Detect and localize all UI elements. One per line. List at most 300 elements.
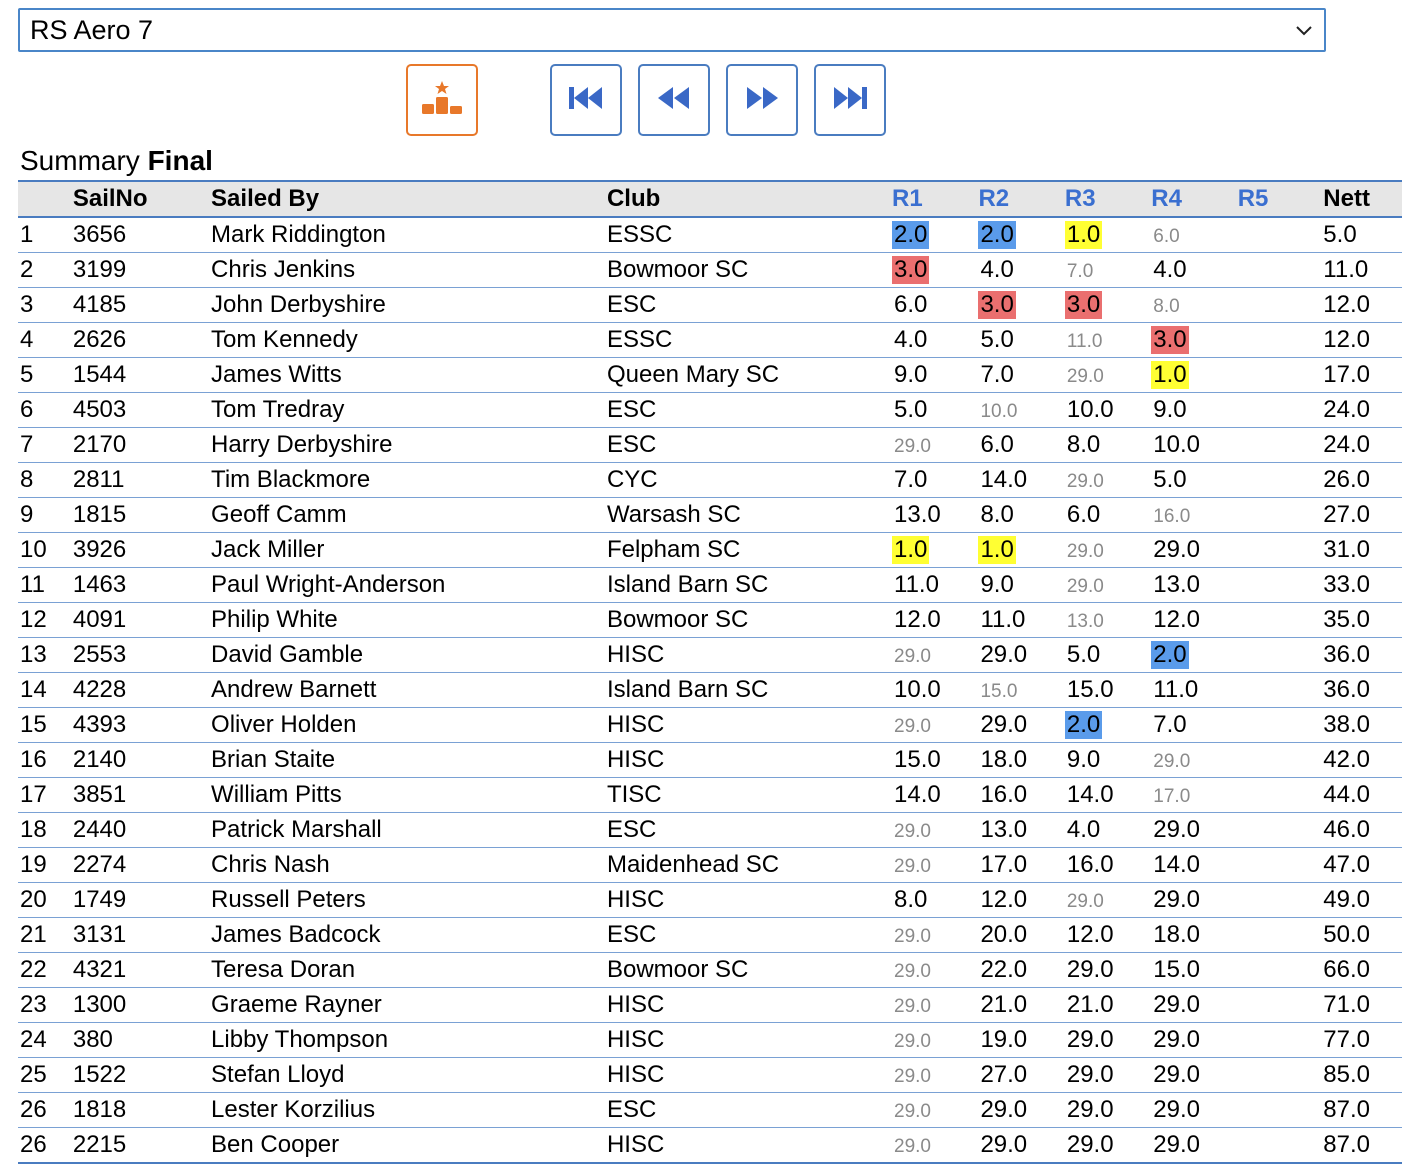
race-score-cell [1238,253,1324,288]
race-score-cell [1238,533,1324,568]
table-row [18,988,1402,1023]
race-score-cell [1151,1058,1237,1093]
table-row [18,638,1402,673]
race-score: 3.0 [980,291,1014,318]
header-sailed-by: Sailed By [211,185,320,212]
sailno-cell: 1300 [72,991,127,1018]
position-cell: 16 [20,746,47,773]
race-score: 29.0 [1153,1061,1200,1088]
race-score: 21.0 [1066,991,1114,1018]
race-score: 7.0 [1153,711,1187,738]
race-score-cell [1238,1128,1324,1164]
race-score-cell [1238,743,1324,778]
race-score-cell [1065,778,1151,813]
discarded-score: 29.0 [1066,471,1104,492]
header-row [18,181,1402,217]
race-score: 29.0 [1153,1131,1200,1158]
race-score-cell [1065,1058,1151,1093]
race-score-cell [1238,638,1324,673]
race-score-cell [1151,918,1237,953]
club-cell: HISC [606,886,665,913]
club-cell: HISC [606,641,665,668]
club-cell: CYC [606,466,658,493]
race-score: 14.0 [894,781,941,808]
race-score-cell [1238,568,1324,603]
sailno-cell: 2140 [72,746,127,773]
table-row [18,603,1402,638]
header-r4[interactable]: R4 [1151,185,1182,212]
race-score: 5.0 [1153,466,1187,493]
race-score-cell [1065,533,1151,568]
race-score-cell [1238,463,1324,498]
race-score-cell [1238,1058,1324,1093]
race-score-cell [1151,428,1237,463]
race-score-cell [978,813,1064,848]
sailed-by-cell: Chris Jenkins [211,256,356,283]
nett-cell: 50.0 [1323,921,1371,948]
race-score: 1.0 [1153,361,1187,388]
race-score-cell [1151,393,1237,428]
sailno-cell: 4393 [72,711,127,738]
race-score-cell [892,533,978,568]
nett-cell: 42.0 [1323,746,1371,773]
race-score-cell [1065,1023,1151,1058]
race-score-cell [978,358,1064,393]
position-cell: 9 [20,501,34,528]
race-score-cell [978,253,1064,288]
race-score-cell [1065,953,1151,988]
header-club: Club [606,185,661,212]
race-score: 29.0 [1153,536,1200,563]
previous-icon [654,84,694,117]
table-row [18,1128,1402,1164]
header-r5[interactable]: R5 [1237,185,1269,212]
race-score: 5.0 [894,396,928,423]
sailno-cell: 1815 [72,501,127,528]
table-row [18,568,1402,603]
race-score-cell [892,673,978,708]
nett-cell: 31.0 [1323,536,1371,563]
race-score-cell [892,778,978,813]
race-score-cell [892,323,978,358]
race-score-cell [1238,288,1324,323]
race-score: 13.0 [1153,571,1200,598]
race-score: 9.0 [1153,396,1187,423]
club-cell: HISC [606,1026,665,1053]
race-score: 1.0 [1066,221,1101,248]
club-cell: ESSC [606,326,673,353]
race-score-cell [978,323,1064,358]
sailed-by-cell: Paul Wright-Anderson [211,571,446,598]
position-cell: 8 [20,466,34,493]
nett-cell: 36.0 [1323,641,1371,668]
podium-button[interactable] [406,64,478,136]
race-score: 5.0 [980,326,1014,353]
race-score-cell [1151,1093,1237,1128]
discarded-score: 29.0 [894,1101,931,1122]
discarded-score: 29.0 [1153,751,1191,772]
race-score-cell [892,498,978,533]
race-score-cell [892,1058,978,1093]
next-button[interactable] [726,64,798,136]
sailed-by-cell: Philip White [211,606,338,633]
nett-cell: 36.0 [1323,676,1371,703]
race-score-cell [1238,1093,1324,1128]
sailno-cell: 2553 [72,641,127,668]
sailed-by-cell: David Gamble [211,641,364,668]
nett-cell: 44.0 [1323,781,1371,808]
club-cell: Bowmoor SC [606,606,749,633]
club-cell: Island Barn SC [606,676,769,703]
position-cell: 7 [20,431,34,458]
position-cell: 24 [20,1026,47,1053]
race-score: 29.0 [1066,1131,1114,1158]
nett-cell: 66.0 [1323,956,1371,983]
race-score: 3.0 [1066,291,1101,318]
position-cell: 11 [20,571,45,598]
race-score-cell [1065,988,1151,1023]
position-cell: 12 [20,606,47,633]
nett-cell: 12.0 [1323,291,1371,318]
race-score: 7.0 [980,361,1014,388]
race-score: 14.0 [980,466,1028,493]
discarded-score: 7.0 [1066,261,1094,282]
race-score: 29.0 [980,641,1028,668]
club-cell: ESC [606,396,657,423]
race-score-cell [1151,673,1237,708]
race-score-cell [978,217,1064,253]
nett-cell: 38.0 [1323,711,1371,738]
club-cell: Bowmoor SC [606,256,749,283]
table-row [18,288,1402,323]
race-score-cell [1065,358,1151,393]
sailed-by-cell: Brian Staite [211,746,336,773]
discarded-score: 16.0 [1153,506,1191,527]
summary-label: Summary [20,145,140,176]
race-score-cell [1065,813,1151,848]
sailed-by-cell: Oliver Holden [211,711,357,738]
race-score: 12.0 [894,606,941,633]
table-row [18,358,1402,393]
race-score-cell [892,638,978,673]
nett-cell: 12.0 [1323,326,1371,353]
discarded-score: 29.0 [1066,576,1104,597]
race-score: 15.0 [1066,676,1114,703]
race-score: 21.0 [980,991,1028,1018]
race-score: 11.0 [980,606,1026,633]
previous-button[interactable] [638,64,710,136]
table-row [18,918,1402,953]
first-icon [566,84,606,117]
race-score-cell [1238,918,1324,953]
race-score: 18.0 [1153,921,1200,948]
sailed-by-cell: Tim Blackmore [211,466,371,493]
discarded-score: 29.0 [894,961,931,982]
chevron-down-icon [1294,20,1314,40]
sailed-by-cell: Jack Miller [211,536,325,563]
race-score-cell [978,988,1064,1023]
race-score: 14.0 [1153,851,1200,878]
race-score-cell [978,568,1064,603]
sailed-by-cell: Teresa Doran [211,956,356,983]
race-score: 11.0 [894,571,939,598]
table-row [18,463,1402,498]
race-score-cell [892,1023,978,1058]
class-select[interactable] [18,8,1326,52]
race-score: 27.0 [980,1061,1028,1088]
sailed-by-cell: Tom Kennedy [211,326,358,353]
sailno-cell: 2626 [72,326,127,353]
race-score-cell [892,1128,978,1164]
table-row [18,323,1402,358]
race-score: 29.0 [1153,886,1200,913]
race-score-cell [1151,883,1237,918]
sailed-by-cell: John Derbyshire [211,291,386,318]
last-button[interactable] [814,64,886,136]
race-score-cell [1151,1128,1237,1164]
race-score: 29.0 [1066,1096,1114,1123]
club-cell: HISC [606,746,665,773]
race-score: 5.0 [1066,641,1101,668]
position-cell: 15 [20,711,47,738]
race-score: 8.0 [1066,431,1101,458]
race-score: 2.0 [1153,641,1187,668]
race-score-cell [892,848,978,883]
sailed-by-cell: Libby Thompson [211,1026,389,1053]
club-cell: Bowmoor SC [606,956,749,983]
race-score: 12.0 [1153,606,1200,633]
race-score: 9.0 [980,571,1014,598]
position-cell: 20 [20,886,47,913]
race-score-cell [1238,673,1324,708]
race-score: 13.0 [980,816,1028,843]
race-score: 29.0 [1066,1061,1114,1088]
race-score-cell [1238,498,1324,533]
nett-cell: 26.0 [1323,466,1371,493]
discarded-score: 29.0 [1066,891,1104,912]
club-cell: ESC [606,431,657,458]
race-score-cell [1065,743,1151,778]
race-score-cell [1065,253,1151,288]
race-score-cell [892,953,978,988]
race-score-cell [978,638,1064,673]
table-row [18,253,1402,288]
first-button[interactable] [550,64,622,136]
position-cell: 26 [20,1131,47,1158]
position-cell: 18 [20,816,47,843]
club-cell: Felpham SC [606,536,741,563]
club-cell: HISC [606,711,665,738]
club-cell: ESSC [606,221,673,248]
race-score-cell [978,778,1064,813]
race-score-cell [1065,1093,1151,1128]
race-score: 8.0 [980,501,1014,528]
race-score-cell [978,708,1064,743]
sailno-cell: 1544 [72,361,127,388]
position-cell: 10 [20,536,47,563]
race-score-cell [892,288,978,323]
race-score: 19.0 [980,1026,1028,1053]
position-cell: 25 [20,1061,47,1088]
nett-cell: 77.0 [1323,1026,1371,1053]
sailno-cell: 3926 [72,536,127,563]
race-score-cell [978,848,1064,883]
discarded-score: 10.0 [980,401,1018,422]
race-score-cell [1065,498,1151,533]
race-score-cell [892,568,978,603]
header-r2[interactable]: R2 [978,185,1010,212]
race-score-cell [1238,708,1324,743]
position-cell: 3 [20,291,34,318]
summary-title [20,144,213,178]
nett-cell: 17.0 [1323,361,1371,388]
table-row [18,673,1402,708]
sailno-cell: 2215 [72,1131,127,1158]
race-score: 29.0 [1066,956,1114,983]
header-sailno: SailNo [72,185,148,212]
race-score-cell [1151,288,1237,323]
race-score: 6.0 [980,431,1014,458]
nett-cell: 24.0 [1323,431,1371,458]
table-row [18,813,1402,848]
race-score-cell [1065,848,1151,883]
sailno-cell: 4321 [72,956,127,983]
sailno-cell: 4185 [72,291,127,318]
header-r3[interactable]: R3 [1064,185,1096,212]
sailno-cell: 380 [72,1026,113,1053]
race-score-cell [978,533,1064,568]
position-cell: 21 [20,921,47,948]
race-score-cell [978,1093,1064,1128]
race-score-cell [1151,358,1237,393]
nett-cell: 11.0 [1323,256,1369,283]
sailed-by-cell: Chris Nash [211,851,330,878]
sailno-cell: 2811 [72,466,125,493]
sailed-by-cell: James Badcock [211,921,381,948]
results-table [18,180,1402,1164]
nett-cell: 5.0 [1323,221,1357,248]
header-nett: Nett [1323,185,1370,212]
sailed-by-cell: Andrew Barnett [211,676,377,703]
race-score: 20.0 [980,921,1028,948]
club-cell: TISC [606,781,662,808]
sailno-cell: 1522 [72,1061,127,1088]
race-score-cell [892,743,978,778]
sailed-by-cell: Tom Tredray [211,396,345,423]
position-cell: 6 [20,396,34,423]
discarded-score: 29.0 [894,926,931,947]
race-score-cell [892,393,978,428]
discarded-score: 29.0 [894,1031,931,1052]
position-cell: 22 [20,956,47,983]
race-score: 29.0 [1153,1026,1200,1053]
sailno-cell: 3131 [72,921,127,948]
race-score-cell [1151,498,1237,533]
nett-cell: 85.0 [1323,1061,1371,1088]
race-score-cell [1151,708,1237,743]
next-icon [742,84,782,117]
race-score: 4.0 [1066,816,1101,843]
discarded-score: 15.0 [980,681,1018,702]
race-score: 2.0 [980,221,1014,248]
position-cell: 19 [20,851,47,878]
race-score-cell [978,393,1064,428]
race-score-cell [1065,603,1151,638]
race-score-cell [1151,813,1237,848]
race-score-cell [978,428,1064,463]
race-score-cell [1151,638,1237,673]
nett-cell: 24.0 [1323,396,1371,423]
nett-cell: 27.0 [1323,501,1371,528]
position-cell: 1 [20,221,34,248]
race-score-cell [1238,813,1324,848]
discarded-score: 29.0 [894,436,931,457]
race-score: 7.0 [894,466,928,493]
sailed-by-cell: Lester Korzilius [211,1096,376,1123]
discarded-score: 29.0 [894,1136,931,1157]
sailno-cell: 3851 [72,781,127,808]
position-cell: 26 [20,1096,47,1123]
race-score-cell [1151,533,1237,568]
race-score-cell [1238,428,1324,463]
position-cell: 2 [20,256,34,283]
race-score: 17.0 [980,851,1028,878]
race-score-cell [892,813,978,848]
race-score-cell [1065,918,1151,953]
position-cell: 23 [20,991,47,1018]
race-score-cell [892,428,978,463]
header-r1[interactable]: R1 [892,185,923,212]
club-cell: Warsash SC [606,501,741,528]
race-score-cell [892,603,978,638]
race-score: 10.0 [894,676,941,703]
race-score-cell [1238,1023,1324,1058]
race-score-cell [978,673,1064,708]
club-cell: ESC [606,816,657,843]
race-score: 1.0 [980,536,1014,563]
race-score: 29.0 [1153,991,1200,1018]
nett-cell: 46.0 [1323,816,1371,843]
race-score-cell [1065,638,1151,673]
race-score-cell [892,463,978,498]
class-select-value: RS Aero 7 [30,14,154,45]
race-score-cell [892,217,978,253]
race-score: 8.0 [894,886,928,913]
race-score: 14.0 [1066,781,1114,808]
sailno-cell: 2274 [72,851,127,878]
discarded-score: 29.0 [894,716,931,737]
race-score: 15.0 [894,746,941,773]
discarded-score: 8.0 [1153,296,1180,317]
race-score: 12.0 [980,886,1028,913]
nett-cell: 71.0 [1323,991,1371,1018]
race-score: 15.0 [1153,956,1200,983]
race-score-cell [1238,603,1324,638]
table-row [18,708,1402,743]
club-cell: ESC [606,291,657,318]
race-score-cell [1065,288,1151,323]
race-score-cell [1065,673,1151,708]
discarded-score: 29.0 [1066,366,1104,387]
race-score: 16.0 [980,781,1028,808]
sailno-cell: 1463 [72,571,127,598]
race-score-cell [1238,883,1324,918]
club-cell: Maidenhead SC [606,851,780,878]
race-score-cell [1238,953,1324,988]
race-score-cell [1238,358,1324,393]
club-cell: ESC [606,1096,657,1123]
race-score-cell [978,1023,1064,1058]
